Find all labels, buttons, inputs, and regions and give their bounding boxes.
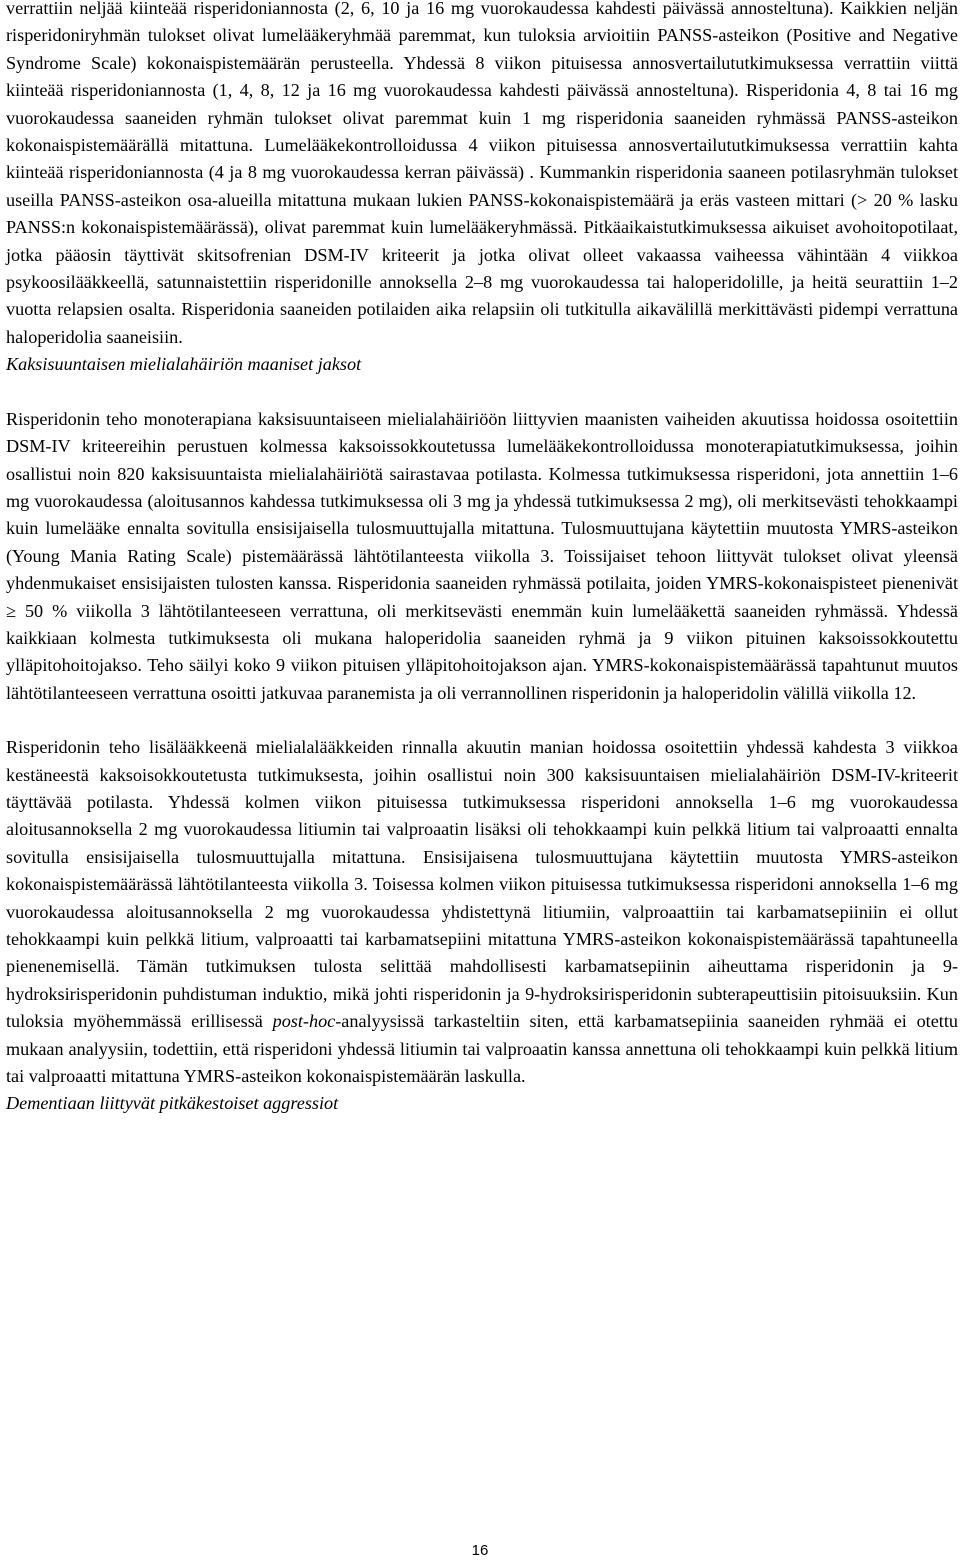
page-number: 16 — [471, 1542, 489, 1559]
section-heading-dementia-aggression: Dementiaan liittyvät pitkäkestoiset aggressiot — [6, 1093, 339, 1114]
bipolar-paragraph-2-text-start: Risperidonin teho lisälääkkeenä mielialalääkkeiden rinnalla akuutin manian hoidossa osoitettiin yhdessä kahdesta 3 viikkoa kestäneestä kaksoisokkoutetusta tutkimuksesta, joihin osallistui noin 300 kaksisuuntaisen mielialahäiriön DSM-IV-kriteerit täyttävää potilasta. Yhdessä kolmen viikon pituisessa tutkimuksessa risperidoni annoksella 1–6 mg vuorokaudessa aloitusannoksella 2 mg vuorokaudessa litiumin tai valproaatin lisäksi oli tehokkaampi kuin pelkkä litium tai valproaatti ennalta sovitulla ensisijaisella tulosmuuttujalla mitattuna. Ensisijaisena tulosmuuttujana käytettiin muutosta YMRS-asteikon kokonaispistemäärässä lähtötilanteesta viikolla 3. Toisessa kolmen viikon pituisessa tutkimuksessa risperidoni annoksella 1–6 mg vuorokaudessa aloitusannoksella 2 mg vuorokaudessa yhdistettynä litiumiin, valproaattiin tai karbamatsepiiniin ei ollut tehokkaampi kuin pelkkä litium, valproaatti tai karbamatsepiini mitattuna YMRS-asteikon kokonaispistemäärässä tapahtuneella pienenemisellä. Tämän tutkimuksen tulosta selittää mahdollisesti karbamatsepiinin aiheuttama risperidonin ja 9-hydroksirisperidonin puhdistuman induktio, mikä johti risperidonin ja 9-hydroksirisperidonin subterapeuttisiin pitoisuuksiin. Kun tuloksia myöhemmässä erillisessä — [6, 737, 958, 1032]
post-hoc-italic-term: post-hoc — [272, 1011, 336, 1032]
document-page — [6, 0, 958, 1118]
section-heading-bipolar-mania: Kaksisuuntaisen mielialahäiriön maaniset jaksot — [6, 354, 362, 375]
intro-paragraph: verrattiin neljää kiinteää risperidoniannosta (2, 6, 10 ja 16 mg vuorokaudessa kahdesti päivässä annosteltuna). Kaikkien neljän risperidoniryhmän tulokset olivat lumelääkeryhmää paremmat, kun tuloksia arvioitiin PANSS-asteikon (Positive and Negative Syndrome Scale) kokonaispistemäärän perusteella. Yhdessä 8 viikon pituisessa annosvertailututkimuksessa verrattiin viittä kiinteää risperidoniannosta (1, 4, 8, 12 ja 16 mg vuorokaudessa kahdesti päivässä annosteltuna). Risperidonia 4, 8 tai 16 mg vuorokaudessa saaneiden ryhmän tulokset olivat paremmat kuin 1 mg risperidonia saaneiden ryhmässä PANSS-asteikon kokonaispistemäärällä mitattuna. Lumelääkekontrolloidussa 4 viikon pituisessa annosvertailututkimuksessa verrattiin kahta kiinteää risperidoniannosta (4 ja 8 mg vuorokaudessa kerran päivässä) . Kummankin risperidonia saaneen potilasryhmän tulokset useilla PANSS-asteikon osa-alueilla mitattuna mukaan lukien PANSS-kokonaispistemäärä ja eräs vasteen mittari (> 20 % lasku PANSS:n kokonaispistemäärässä), olivat paremmat kuin lumelääkeryhmässä. Pitkäaikaistutkimuksessa aikuiset avohoitopotilaat, jotka pääosin täyttivät skitsofrenian DSM-IV kriteerit ja jotka olivat olleet vakaassa vaiheessa vähintään 4 viikkoa psykoosilääkkeellä, satunnaistettiin risperidonille annoksella 2–8 mg vuorokaudessa tai haloperidolille, ja heitä seurattiin 1–2 vuotta relapsien osalta. Risperidonia saaneiden potilaiden aika relapsiin oli tutkitulla aikavälillä merkittävästi pidempi verrattuna haloperidolia saaneisiin. — [6, 0, 958, 347]
bipolar-paragraph-2 — [6, 734, 958, 1090]
bipolar-paragraph-1: Risperidonin teho monoterapiana kaksisuuntaiseen mielialahäiriöön liittyvien maanisten vaiheiden akuutissa hoidossa osoitettiin DSM-IV kriteereihin perustuen kolmessa kaksoissokkoutetussa lumelääkekontrolloidussa monoterapiatutkimuksessa, joihin osallistui noin 820 kaksisuuntaista mielialahäiriötä sairastavaa potilasta. Kolmessa tutkimuksessa risperidoni, jota annettiin 1–6 mg vuorokaudessa (aloitusannos kahdessa tutkimuksessa oli 3 mg ja yhdessä tutkimuksessa 2 mg), oli merkitsevästi tehokkaampi kuin lumelääke ennalta sovitulla ensisijaisella tulosmuuttujalla mitattuna. Tulosmuuttujana käytettiin muutosta YMRS-asteikon (Young Mania Rating Scale) pistemäärässä lähtötilanteesta viikolla 3. Toissijaiset tehoon liittyvät tulokset olivat yleensä yhdenmukaiset ensisijaisten tulosten kanssa. Risperidonia saaneiden ryhmässä potilaita, joiden YMRS-kokonaispisteet pienenivät ≥ 50 % viikolla 3 lähtötilanteeseen verrattuna, oli merkitsevästi enemmän kuin lumelääkettä saaneiden ryhmässä. Yhdessä kaikkiaan kolmesta tutkimuksesta oli mukana haloperidolia saaneiden ryhmä ja 9 viikon pituinen kaksoissokkoutettu ylläpitohoitojakso. Teho säilyi koko 9 viikon pituisen ylläpitohoitojakson ajan. YMRS-kokonaispistemäärässä tapahtunut muutos lähtötilanteeseen verrattuna osoitti jatkuvaa paranemista ja oli verrannollinen risperidonin ja haloperidolin välillä viikolla 12. — [6, 408, 958, 703]
bipolar-paragraph-2-text-end: -analyysissä tarkasteltiin siten, että karbamatsepiinia saaneiden ryhmää ei otettu mukaan analyysiin, todettiin, että risperidoni yhdessä litiumin tai valproaatin kanssa annettuna oli tehokkaampi kuin pelkkä litium tai valproaatti mitattuna YMRS-asteikon kokonaispistemäärän laskulla. — [6, 1011, 959, 1087]
